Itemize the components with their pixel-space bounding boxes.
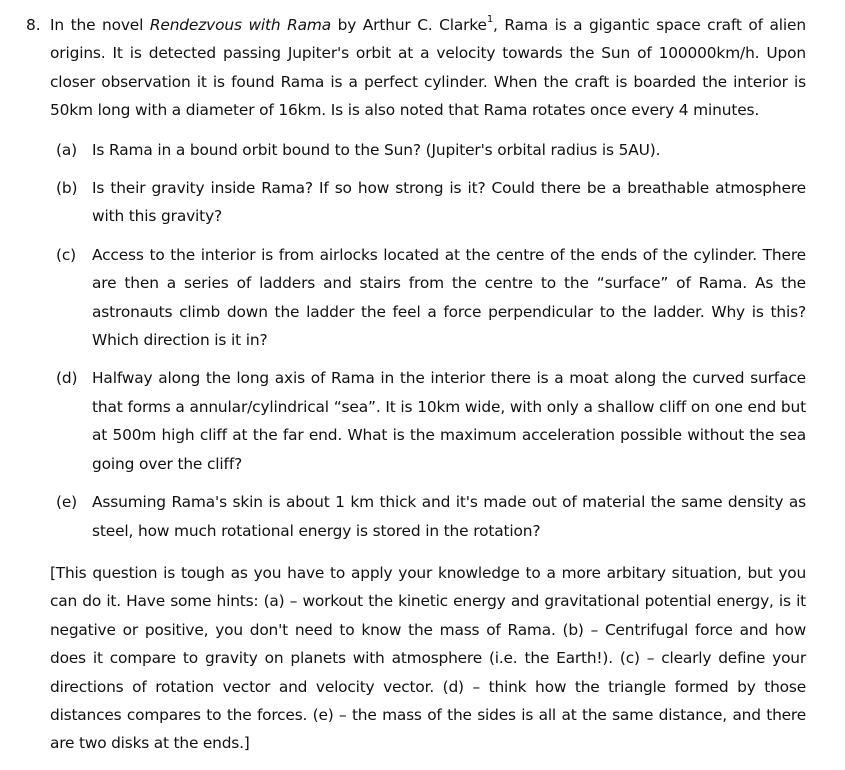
problem-number: 8. [26,16,41,34]
intro-author: by Arthur C. Clarke [331,16,487,34]
hints-paragraph: [This question is tough as you have to apply your knowledge to a more arbitary situation, but you can do it. Have some hints: (a) – workout the kinetic energy and gravitational potential energy, is it negative or positive, you don't need to know the mass of Rama. (b) – Centrifugal force and how does it compare to gravity on planets with atmosphere (i.e. the Earth!). (c) – clearly define your directions of rotation vector and velocity vector. (d) – think how the triangle formed by those distances compares to the forces. (e) – the mass of the sides is all at the same distance, and there are two disks at the ends.] [50,563,806,753]
sub-question-text: Is Rama in a bound orbit bound to the Sun? (Jupiter's orbital radius is 5AU). [92,140,661,159]
sub-question-label: (c) [56,245,77,264]
sub-question-text: Access to the interior is from airlocks located at the centre of the ends of the cylinder. There are then a series of ladders and stairs from the centre to the “surface” of Rama. As the astronauts climb down the ladder the feel a force perpendicular to the ladder. Why is this? Which direction is it in? [92,245,806,350]
sub-question-d [56,364,806,478]
sub-question-a [56,136,806,164]
sub-question-text: Is their gravity inside Rama? If so how strong is it? Could there be a breathable atmosphere with this gravity? [92,179,806,226]
problem-8 [26,11,806,758]
sub-question-text: Assuming Rama's skin is about 1 km thick and it's made out of material the same density as steel, how much rotational energy is stored in the rotation? [92,493,806,540]
sub-question-c [56,241,806,355]
sub-question-e [56,488,806,545]
problem-intro [50,11,806,125]
footnote-mark: 1 [486,13,494,25]
intro-text-start: In the novel [50,16,150,34]
sub-question-label: (e) [56,493,78,512]
sub-question-b [56,174,806,231]
sub-question-label: (a) [56,140,77,159]
sub-question-list [26,136,806,545]
sub-question-text: Halfway along the long axis of Rama in the interior there is a moat along the curved surface that forms a annular/cylindrical “sea”. It is 10km wide, with only a shallow cliff on one end but at 500m high cliff at the far end. What is the maximum acceleration possible without the sea going over the cliff? [92,369,806,473]
sub-question-label: (d) [56,369,78,388]
sub-question-label: (b) [56,179,78,198]
novel-title: Rendezvous with Rama [149,16,332,34]
intro-text-rest: , Rama is a gigantic space craft of alien origins. It is detected passing Jupiter's orbit at a velocity towards the Sun of 100000km/h. Upon closer observation it is found Rama is a perfect cylinder. When the craft is boarded the interior is 50km long with a diameter of 16km. Is is also noted that Rama rotates once every 4 minutes. [50,16,806,120]
